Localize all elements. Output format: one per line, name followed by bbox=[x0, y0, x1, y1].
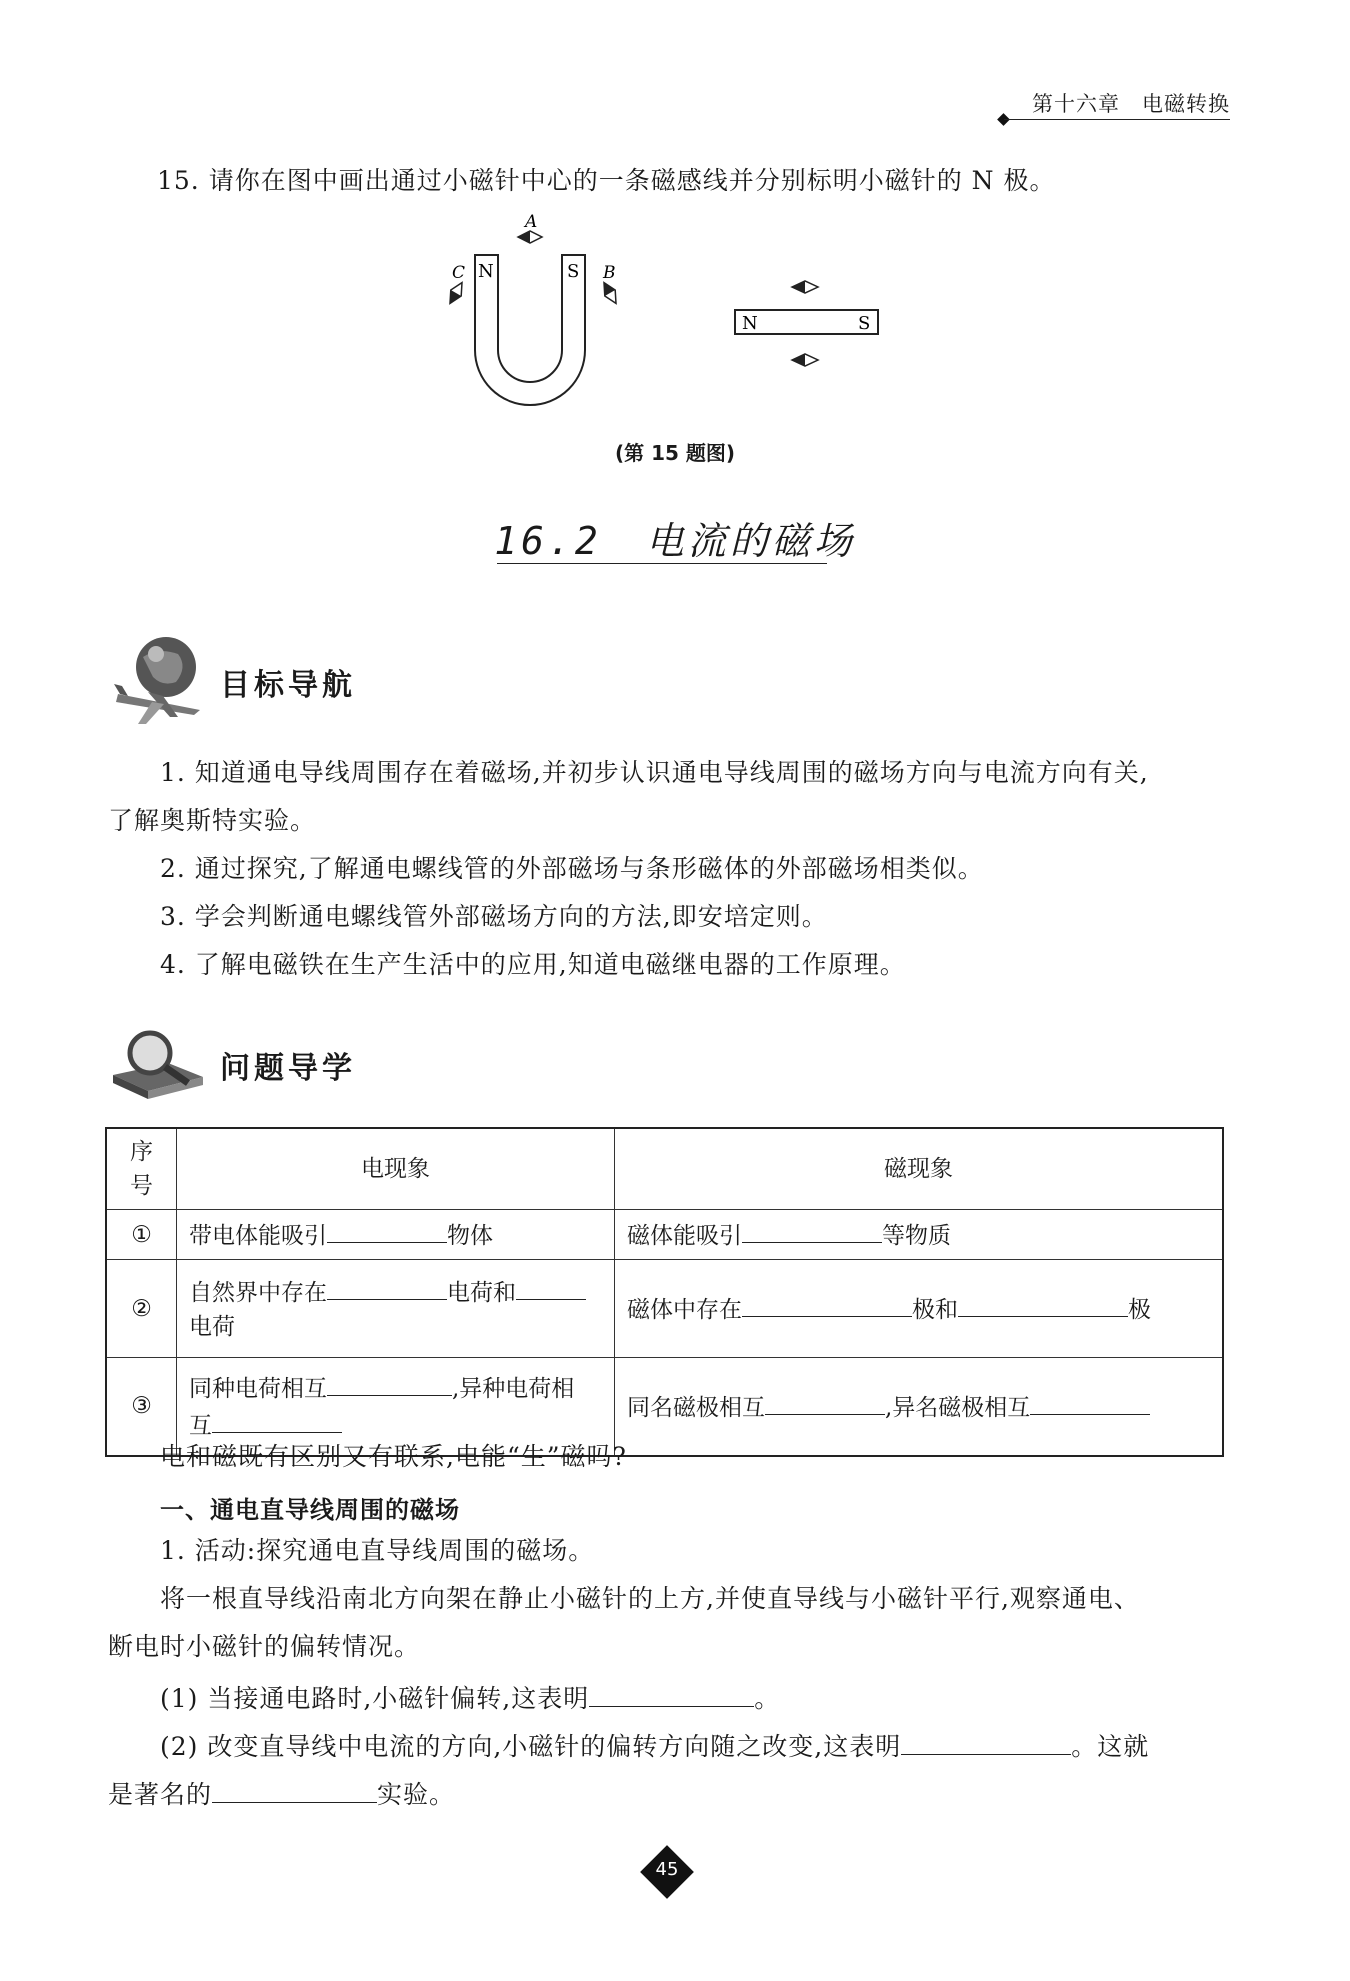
cell-text: ,异名磁极相互 bbox=[885, 1394, 1031, 1421]
cell-text: 极 bbox=[1128, 1297, 1151, 1323]
fill-blank[interactable] bbox=[742, 1216, 882, 1243]
magnet-diagram bbox=[430, 205, 910, 415]
cell-text: 互 bbox=[189, 1413, 212, 1440]
goal-item-3: 3. 学会判断通电螺线管外部磁场方向的方法,即安培定则。 bbox=[160, 902, 828, 931]
electric-cell bbox=[177, 1210, 615, 1260]
cell-text: 磁体中存在 bbox=[627, 1297, 742, 1323]
section-title-underline bbox=[497, 563, 827, 564]
cell-text: 电荷和 bbox=[447, 1280, 516, 1306]
electric-cell bbox=[177, 1260, 615, 1358]
header-magnetic: 磁现象 bbox=[615, 1128, 1224, 1210]
needle-bottom bbox=[792, 354, 818, 366]
electric-cell bbox=[177, 1358, 615, 1456]
header-rule bbox=[1004, 119, 1230, 120]
page-header bbox=[1032, 88, 1230, 118]
fill-blank[interactable] bbox=[742, 1290, 912, 1317]
question-item-2-cont bbox=[108, 1776, 455, 1810]
fill-blank[interactable] bbox=[1030, 1388, 1150, 1415]
u-magnet-n-label: N bbox=[478, 261, 494, 282]
section-number: 16.2 bbox=[494, 519, 602, 563]
table-row bbox=[106, 1210, 1223, 1260]
needle-a bbox=[518, 231, 542, 243]
magnetic-cell bbox=[615, 1260, 1224, 1358]
section-title bbox=[0, 510, 1350, 565]
cell-text: 物体 bbox=[447, 1223, 493, 1249]
item-text: (2) 改变直导线中电流的方向,小磁针的偏转方向随之改变,这表明 bbox=[160, 1732, 902, 1761]
fill-blank[interactable] bbox=[589, 1680, 754, 1707]
needle-b-label: B bbox=[603, 263, 616, 283]
goal-item-1: 1. 知道通电导线周围存在着磁场,并初步认识通电导线周围的磁场方向与电流方向有关, bbox=[160, 758, 1149, 787]
question-item-1 bbox=[160, 1680, 780, 1714]
fill-blank[interactable] bbox=[516, 1273, 586, 1300]
cell-text: 等物质 bbox=[882, 1223, 951, 1249]
fill-blank[interactable] bbox=[901, 1728, 1071, 1755]
header-electric: 电现象 bbox=[177, 1128, 615, 1210]
cell-text: 同种电荷相互 bbox=[189, 1376, 327, 1403]
goals-heading: 目标导航 bbox=[220, 668, 356, 703]
row-index: ① bbox=[106, 1210, 177, 1260]
row-index: ③ bbox=[106, 1358, 177, 1456]
chapter-topic: 电磁转换 bbox=[1142, 92, 1230, 116]
needle-c-label: C bbox=[452, 263, 466, 283]
item-text: 。 bbox=[754, 1684, 781, 1713]
needle-a-label: A bbox=[525, 212, 538, 232]
globe-airplane-icon bbox=[108, 632, 208, 727]
item-text: (1) 当接通电路时,小磁针偏转,这表明 bbox=[160, 1684, 590, 1713]
fill-blank[interactable] bbox=[212, 1776, 377, 1803]
goal-item-1-cont: 了解奥斯特实验。 bbox=[108, 806, 317, 835]
goal-item-4: 4. 了解电磁铁在生产生活中的应用,知道电磁继电器的工作原理。 bbox=[160, 950, 906, 979]
comparison-table bbox=[105, 1127, 1224, 1457]
activity-title: 1. 活动:探究通电直导线周围的磁场。 bbox=[160, 1536, 595, 1565]
question-15-text: 15. 请你在图中画出通过小磁针中心的一条磁感线并分别标明小磁针的 N 极。 bbox=[157, 166, 1056, 195]
figure-caption: (第 15 题图) bbox=[614, 441, 736, 465]
fill-blank[interactable] bbox=[327, 1369, 452, 1396]
page-number: 45 bbox=[655, 1859, 679, 1880]
problems-heading-block bbox=[108, 1015, 356, 1114]
table-row bbox=[106, 1260, 1223, 1358]
header-index: 序号 bbox=[106, 1128, 177, 1210]
page-number-badge bbox=[640, 1845, 694, 1899]
bar-magnet-n-label: N bbox=[742, 313, 758, 334]
needle-top bbox=[792, 281, 818, 293]
section-name: 电流的磁场 bbox=[645, 519, 856, 563]
row-index: ② bbox=[106, 1260, 177, 1358]
problems-heading: 问题导学 bbox=[220, 1051, 356, 1086]
cell-text: 磁体能吸引 bbox=[627, 1223, 742, 1249]
cell-text: ,异种电荷相 bbox=[452, 1376, 575, 1403]
fill-blank[interactable] bbox=[327, 1273, 447, 1300]
activity-paragraph-cont: 断电时小磁针的偏转情况。 bbox=[108, 1632, 421, 1661]
fill-blank[interactable] bbox=[212, 1406, 342, 1433]
goals-heading-block bbox=[108, 632, 356, 731]
activity-paragraph: 将一根直导线沿南北方向架在静止小磁针的上方,并使直导线与小磁针平行,观察通电、 bbox=[160, 1584, 1140, 1613]
subsection-heading: 一、通电直导线周围的磁场 bbox=[160, 1496, 460, 1524]
table-row bbox=[106, 1358, 1223, 1456]
needle-c bbox=[445, 280, 467, 307]
needle-b bbox=[599, 280, 621, 307]
intro-question: 电和磁既有区别又有联系,电能“生”磁吗? bbox=[160, 1442, 627, 1471]
question-item-2 bbox=[160, 1728, 1149, 1762]
cell-text: 极和 bbox=[912, 1297, 958, 1323]
magnetic-cell bbox=[615, 1358, 1224, 1456]
u-magnet-s-label: S bbox=[567, 261, 580, 282]
cell-text: 自然界中存在 bbox=[189, 1280, 327, 1306]
cell-text: 同名磁极相互 bbox=[627, 1394, 765, 1421]
table-header-row bbox=[106, 1128, 1223, 1210]
q15-figure bbox=[430, 205, 910, 419]
magnetic-cell bbox=[615, 1210, 1224, 1260]
fill-blank[interactable] bbox=[958, 1290, 1128, 1317]
cell-text: 带电体能吸引 bbox=[189, 1223, 327, 1249]
fill-blank[interactable] bbox=[327, 1216, 447, 1243]
cell-text: 电荷 bbox=[189, 1314, 235, 1340]
bar-magnet-s-label: S bbox=[858, 313, 871, 334]
item-text: 实验。 bbox=[377, 1780, 456, 1809]
chapter-label: 第十六章 bbox=[1032, 92, 1120, 116]
item-text: 是著名的 bbox=[108, 1780, 213, 1809]
fill-blank[interactable] bbox=[765, 1388, 885, 1415]
goal-item-2: 2. 通过探究,了解通电螺线管的外部磁场与条形磁体的外部磁场相类似。 bbox=[160, 854, 984, 883]
magnifier-book-icon bbox=[108, 1015, 208, 1110]
item-text: 。这就 bbox=[1071, 1732, 1150, 1761]
